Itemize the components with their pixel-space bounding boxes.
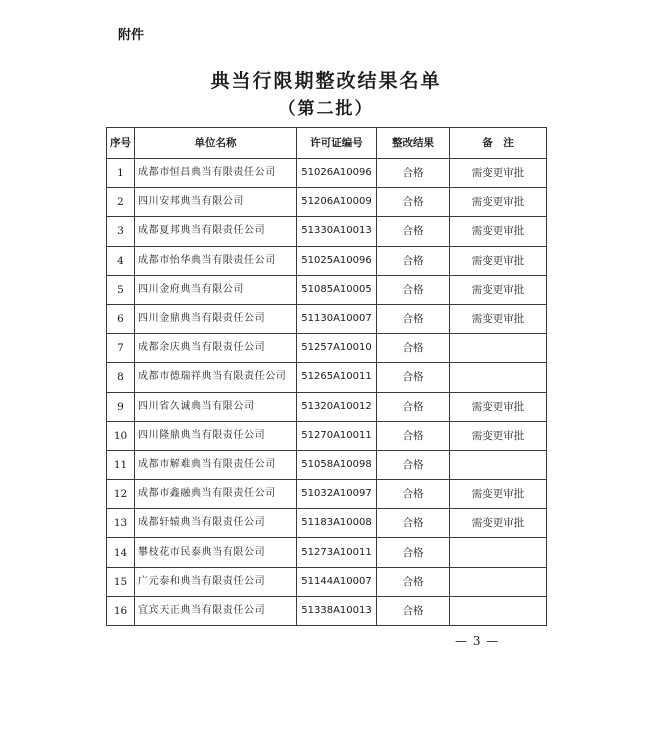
row-note — [450, 596, 547, 625]
row-company-name: 成都市恒昌典当有限责任公司 — [135, 159, 297, 188]
table-header-row — [107, 128, 547, 159]
row-result: 合格 — [377, 480, 450, 509]
row-index: 16 — [107, 596, 135, 625]
table-row — [107, 363, 547, 392]
row-license-number: 51032A10097 — [297, 480, 377, 509]
row-note: 需变更审批 — [450, 304, 547, 333]
row-index: 3 — [107, 217, 135, 246]
row-result: 合格 — [377, 538, 450, 567]
table-row — [107, 480, 547, 509]
row-company-name: 成都余庆典当有限责任公司 — [135, 334, 297, 363]
row-company-name: 四川省久诚典当有限公司 — [135, 392, 297, 421]
table-row — [107, 217, 547, 246]
row-license-number: 51025A10096 — [297, 246, 377, 275]
row-index: 15 — [107, 567, 135, 596]
row-index: 11 — [107, 450, 135, 479]
rectification-results-table — [106, 127, 547, 626]
table-row — [107, 159, 547, 188]
row-license-number: 51330A10013 — [297, 217, 377, 246]
row-company-name: 四川隆鼎典当有限责任公司 — [135, 421, 297, 450]
row-note: 需变更审批 — [450, 480, 547, 509]
column-header-result: 整改结果 — [377, 128, 450, 159]
row-license-number: 51026A10096 — [297, 159, 377, 188]
row-result: 合格 — [377, 334, 450, 363]
row-company-name: 广元泰和典当有限责任公司 — [135, 567, 297, 596]
row-result: 合格 — [377, 275, 450, 304]
row-index: 10 — [107, 421, 135, 450]
row-note: 需变更审批 — [450, 159, 547, 188]
row-license-number: 51270A10011 — [297, 421, 377, 450]
row-note: 需变更审批 — [450, 392, 547, 421]
page-number: — 3 — — [455, 634, 500, 648]
row-company-name: 四川金鼎典当有限责任公司 — [135, 304, 297, 333]
row-company-name: 成都夏邦典当有限责任公司 — [135, 217, 297, 246]
table-body — [107, 159, 547, 626]
row-company-name: 攀枝花市民泰典当有限公司 — [135, 538, 297, 567]
row-license-number: 51058A10098 — [297, 450, 377, 479]
table-row — [107, 421, 547, 450]
table-row — [107, 392, 547, 421]
table-row — [107, 567, 547, 596]
row-index: 4 — [107, 246, 135, 275]
row-result: 合格 — [377, 596, 450, 625]
document-title: 典当行限期整改结果名单 — [210, 70, 442, 92]
row-note — [450, 538, 547, 567]
row-company-name: 成都市德瑞祥典当有限责任公司 — [135, 363, 297, 392]
row-note: 需变更审批 — [450, 509, 547, 538]
row-index: 2 — [107, 188, 135, 217]
row-company-name: 成都市怡华典当有限责任公司 — [135, 246, 297, 275]
row-result: 合格 — [377, 509, 450, 538]
row-note: 需变更审批 — [450, 217, 547, 246]
row-license-number: 51183A10008 — [297, 509, 377, 538]
row-license-number: 51130A10007 — [297, 304, 377, 333]
table-row — [107, 246, 547, 275]
table-row — [107, 538, 547, 567]
row-result: 合格 — [377, 159, 450, 188]
row-license-number: 51257A10010 — [297, 334, 377, 363]
row-license-number: 51206A10009 — [297, 188, 377, 217]
column-header-license: 许可证编号 — [297, 128, 377, 159]
row-company-name: 四川安邦典当有限公司 — [135, 188, 297, 217]
row-license-number: 51144A10007 — [297, 567, 377, 596]
row-result: 合格 — [377, 246, 450, 275]
table-row — [107, 188, 547, 217]
table-row — [107, 275, 547, 304]
row-index: 12 — [107, 480, 135, 509]
row-result: 合格 — [377, 567, 450, 596]
column-header-name: 单位名称 — [135, 128, 297, 159]
row-index: 14 — [107, 538, 135, 567]
row-note — [450, 450, 547, 479]
table-row — [107, 334, 547, 363]
row-index: 6 — [107, 304, 135, 333]
row-result: 合格 — [377, 450, 450, 479]
row-note: 需变更审批 — [450, 275, 547, 304]
table-row — [107, 450, 547, 479]
row-company-name: 成都市解难典当有限责任公司 — [135, 450, 297, 479]
row-company-name: 四川金府典当有限公司 — [135, 275, 297, 304]
document-subtitle: （第二批） — [278, 99, 374, 119]
row-result: 合格 — [377, 217, 450, 246]
row-index: 9 — [107, 392, 135, 421]
table-row — [107, 596, 547, 625]
row-company-name: 成都市鑫融典当有限责任公司 — [135, 480, 297, 509]
row-company-name: 成都轩辕典当有限责任公司 — [135, 509, 297, 538]
row-index: 13 — [107, 509, 135, 538]
row-license-number: 51320A10012 — [297, 392, 377, 421]
row-license-number: 51085A10005 — [297, 275, 377, 304]
row-result: 合格 — [377, 421, 450, 450]
row-index: 1 — [107, 159, 135, 188]
row-note: 需变更审批 — [450, 246, 547, 275]
row-company-name: 宜宾天正典当有限责任公司 — [135, 596, 297, 625]
row-result: 合格 — [377, 304, 450, 333]
table-row — [107, 304, 547, 333]
row-result: 合格 — [377, 188, 450, 217]
row-note — [450, 334, 547, 363]
row-license-number: 51265A10011 — [297, 363, 377, 392]
row-note: 需变更审批 — [450, 421, 547, 450]
row-license-number: 51273A10011 — [297, 538, 377, 567]
row-result: 合格 — [377, 392, 450, 421]
row-index: 8 — [107, 363, 135, 392]
row-note — [450, 567, 547, 596]
row-index: 5 — [107, 275, 135, 304]
row-note: 需变更审批 — [450, 188, 547, 217]
row-index: 7 — [107, 334, 135, 363]
column-header-note: 备 注 — [450, 128, 547, 159]
row-result: 合格 — [377, 363, 450, 392]
row-license-number: 51338A10013 — [297, 596, 377, 625]
table-row — [107, 509, 547, 538]
row-note — [450, 363, 547, 392]
attachment-label: 附件 — [118, 28, 145, 43]
column-header-index: 序号 — [107, 128, 135, 159]
